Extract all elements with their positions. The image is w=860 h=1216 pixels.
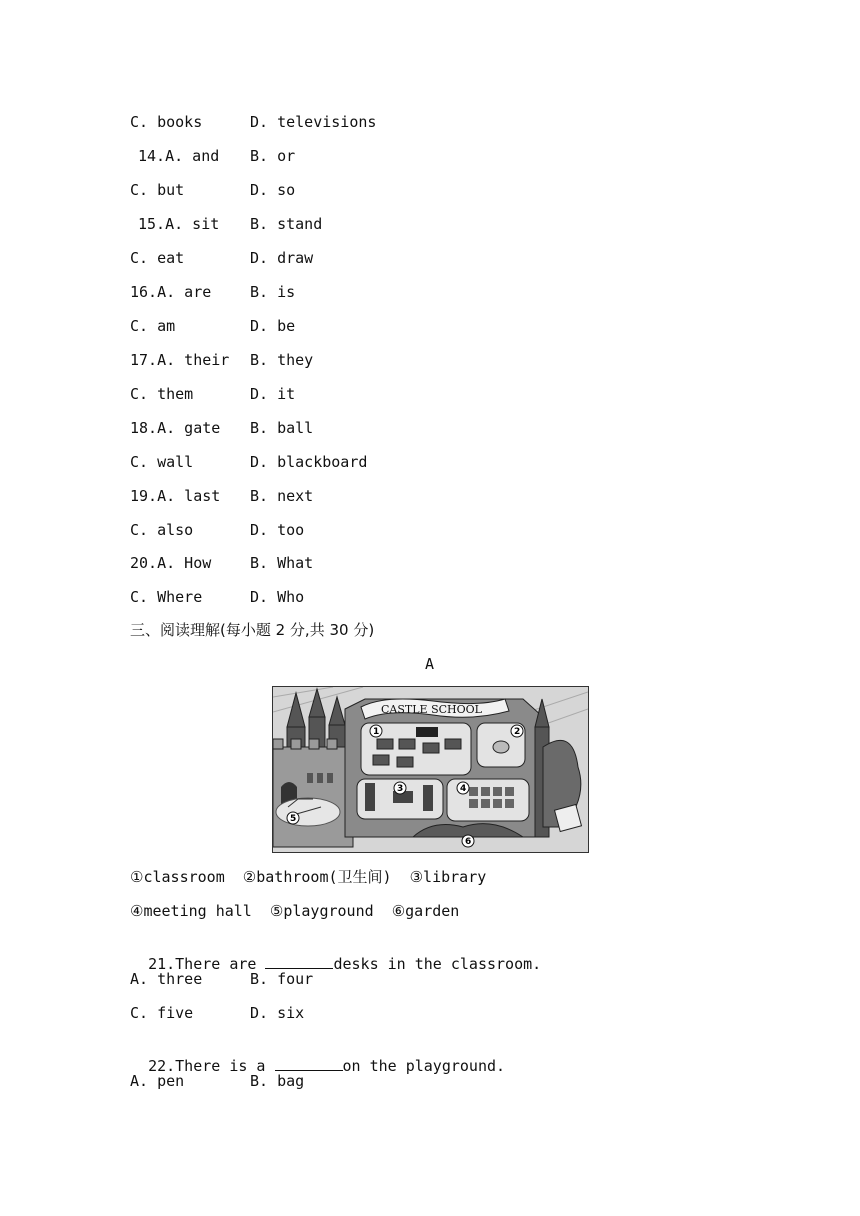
passage-label: A bbox=[425, 655, 435, 673]
q21-stem-after: desks in the classroom. bbox=[333, 955, 542, 973]
q20-option-d: D. Who bbox=[250, 588, 305, 606]
marker-3: 3 bbox=[397, 784, 404, 794]
legend-line-1: ①classroom ②bathroom(卫生间) ③library bbox=[130, 868, 487, 886]
q14-option-c: C. but bbox=[130, 181, 185, 199]
q13-option-d: D. televisions bbox=[250, 113, 377, 131]
q21-stem bbox=[130, 936, 541, 973]
q20-option-b: B. What bbox=[250, 554, 314, 572]
q21-option-b: B. four bbox=[250, 970, 314, 988]
q22-stem bbox=[130, 1038, 505, 1075]
q15-option-c: C. eat bbox=[130, 249, 185, 267]
q13-option-c: C. books bbox=[130, 113, 203, 131]
q21-blank bbox=[265, 954, 333, 969]
q15-option-d: D. draw bbox=[250, 249, 314, 267]
q21-option-a: A. three bbox=[130, 970, 203, 988]
q15-option-a: 15.A. sit bbox=[138, 215, 220, 233]
q19-option-c: C. also bbox=[130, 521, 194, 539]
q22-stem-before: 22.There is a bbox=[148, 1057, 275, 1075]
marker-1: 1 bbox=[373, 727, 380, 737]
q15-option-b: B. stand bbox=[250, 215, 323, 233]
q16-option-a: 16.A. are bbox=[130, 283, 212, 301]
q18-option-b: B. ball bbox=[250, 419, 314, 437]
section-title: 三、阅读理解(每小题 2 分,共 30 分) bbox=[130, 621, 375, 639]
castle-school-sign: CASTLE SCHOOL bbox=[381, 703, 482, 716]
q14-option-a: 14.A. and bbox=[138, 147, 220, 165]
q18-option-d: D. blackboard bbox=[250, 453, 368, 471]
castle-school-illustration bbox=[272, 686, 589, 853]
q19-option-d: D. too bbox=[250, 521, 305, 539]
q19-option-a: 19.A. last bbox=[130, 487, 221, 505]
marker-4: 4 bbox=[460, 784, 467, 794]
marker-6: 6 bbox=[465, 837, 472, 847]
q16-option-b: B. is bbox=[250, 283, 296, 301]
q22-stem-after: on the playground. bbox=[342, 1057, 506, 1075]
q14-option-b: B. or bbox=[250, 147, 296, 165]
q20-option-c: C. Where bbox=[130, 588, 203, 606]
q20-option-a: 20.A. How bbox=[130, 554, 212, 572]
q17-option-c: C. them bbox=[130, 385, 194, 403]
marker-2: 2 bbox=[514, 727, 521, 737]
q17-option-a: 17.A. their bbox=[130, 351, 230, 369]
q16-option-c: C. am bbox=[130, 317, 176, 335]
q19-option-b: B. next bbox=[250, 487, 314, 505]
q18-option-a: 18.A. gate bbox=[130, 419, 221, 437]
q21-option-d: D. six bbox=[250, 1004, 305, 1022]
q17-option-d: D. it bbox=[250, 385, 296, 403]
q17-option-b: B. they bbox=[250, 351, 314, 369]
q16-option-d: D. be bbox=[250, 317, 296, 335]
q22-option-b: B. bag bbox=[250, 1072, 305, 1090]
marker-5: 5 bbox=[290, 814, 297, 824]
q22-option-a: A. pen bbox=[130, 1072, 185, 1090]
q21-option-c: C. five bbox=[130, 1004, 194, 1022]
q18-option-c: C. wall bbox=[130, 453, 194, 471]
q14-option-d: D. so bbox=[250, 181, 296, 199]
q22-blank bbox=[275, 1056, 343, 1071]
q21-stem-before: 21.There are bbox=[148, 955, 266, 973]
legend-line-2: ④meeting hall ⑤playground ⑥garden bbox=[130, 902, 460, 920]
